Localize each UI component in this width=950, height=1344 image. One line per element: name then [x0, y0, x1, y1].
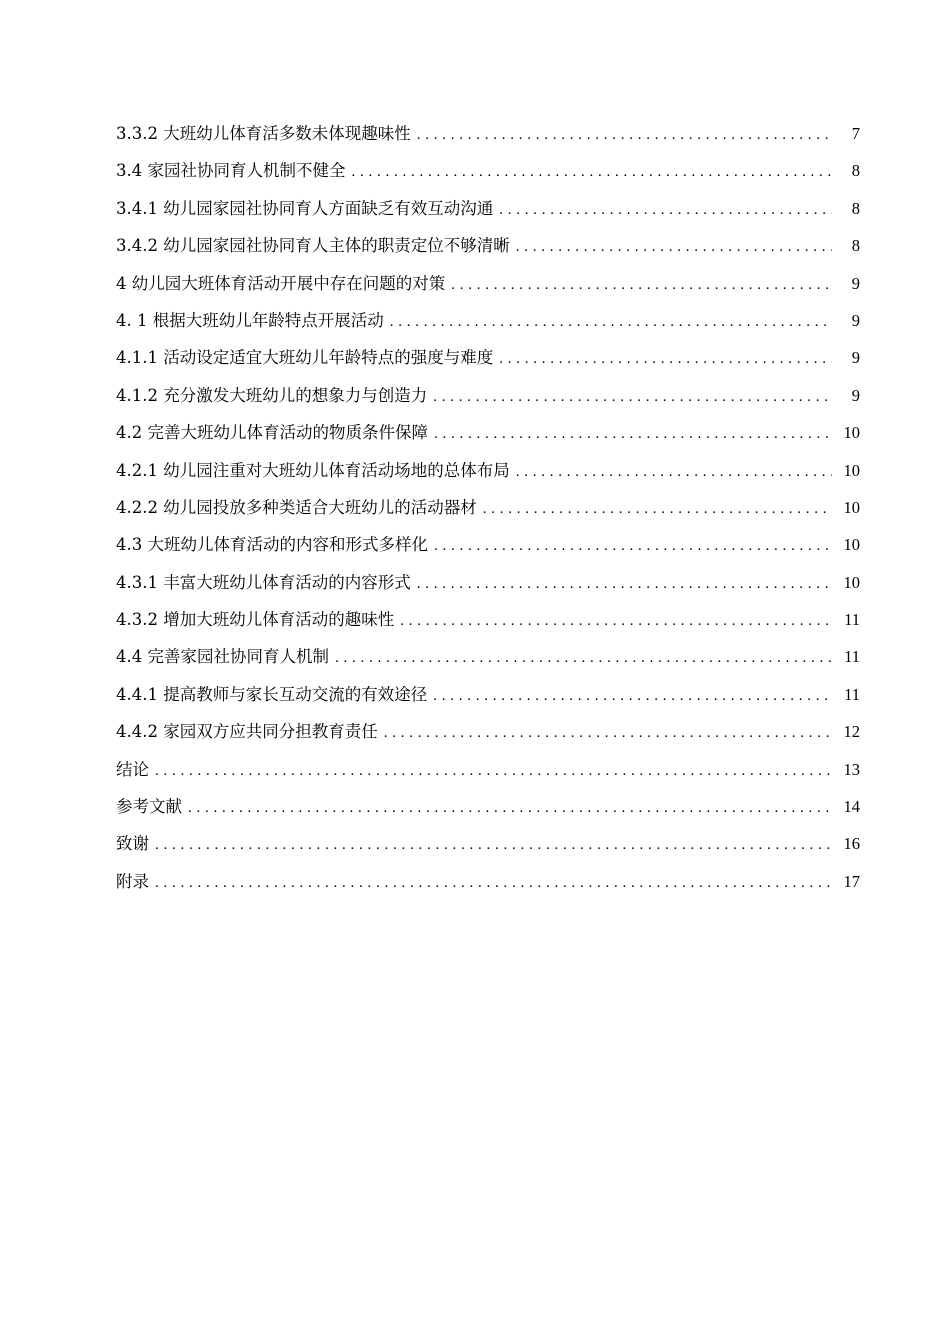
- toc-entry[interactable]: [116, 863, 860, 900]
- toc-entry[interactable]: [116, 452, 860, 489]
- toc-entry-title: 4.3.2 增加大班幼儿体育活动的趣味性: [116, 610, 395, 630]
- toc-dot-leader: [155, 753, 832, 790]
- toc-dot-leader: [499, 341, 832, 378]
- toc-entry-title: 4.4.1 提高教师与家长互动交流的有效途径: [116, 684, 428, 704]
- toc-entry[interactable]: [116, 825, 860, 862]
- toc-dot-leader: [417, 117, 832, 154]
- toc-entry[interactable]: [116, 638, 860, 675]
- toc-entry[interactable]: [116, 377, 860, 414]
- toc-entry-page: 10: [843, 535, 860, 555]
- toc-entry[interactable]: [116, 265, 860, 302]
- toc-entry-page: 10: [843, 497, 860, 517]
- toc-entry[interactable]: [116, 564, 860, 601]
- toc-dot-leader: [188, 790, 832, 827]
- toc-entry-page: 11: [844, 610, 860, 630]
- toc-dot-leader: [434, 528, 832, 565]
- toc-entry-title: 4. 1 根据大班幼儿年龄特点开展活动: [116, 310, 384, 330]
- toc-entry[interactable]: [116, 676, 860, 713]
- toc-entry-page: 9: [851, 348, 860, 368]
- toc-entry-page: 10: [843, 572, 860, 592]
- toc-entry-title: 4.3 大班幼儿体育活动的内容和形式多样化: [116, 535, 428, 555]
- toc-entry-title: 4 幼儿园大班体育活动开展中存在问题的对策: [116, 273, 446, 293]
- toc-entry[interactable]: [116, 152, 860, 189]
- toc-entry-title: 4.4 完善家园社协同育人机制: [116, 647, 329, 667]
- toc-dot-leader: [155, 827, 832, 864]
- toc-dot-leader: [516, 229, 832, 266]
- toc-entry[interactable]: [116, 601, 860, 638]
- toc-entry-page: 17: [843, 871, 860, 891]
- toc-entry-title: 结论: [116, 759, 149, 779]
- toc-dot-leader: [417, 566, 832, 603]
- toc-dot-leader: [155, 865, 832, 902]
- toc-dot-leader: [483, 491, 832, 528]
- toc-entry-page: 11: [844, 647, 860, 667]
- toc-entry-title: 4.3.1 丰富大班幼儿体育活动的内容形式: [116, 572, 411, 592]
- toc-dot-leader: [499, 192, 832, 229]
- toc-entry-title: 4.2 完善大班幼儿体育活动的物质条件保障: [116, 423, 428, 443]
- toc-entry[interactable]: [116, 713, 860, 750]
- toc-dot-leader: [384, 715, 832, 752]
- toc-dot-leader: [433, 379, 832, 416]
- toc-entry[interactable]: [116, 489, 860, 526]
- toc-entry[interactable]: [116, 751, 860, 788]
- toc-entry-page: 9: [851, 310, 860, 330]
- toc-entry-title: 3.4 家园社协同育人机制不健全: [116, 161, 346, 181]
- toc-entry-title: 4.1.1 活动设定适宜大班幼儿年龄特点的强度与难度: [116, 348, 494, 368]
- toc-entry-title: 3.4.1 幼儿园家园社协同育人方面缺乏有效互动沟通: [116, 198, 494, 218]
- toc-entry[interactable]: [116, 526, 860, 563]
- toc-dot-leader: [516, 454, 832, 491]
- toc-dot-leader: [390, 304, 832, 341]
- toc-entry-title: 4.2.1 幼儿园注重对大班幼儿体育活动场地的总体布局: [116, 460, 510, 480]
- toc-entry[interactable]: [116, 115, 860, 152]
- toc-entry-page: 8: [851, 198, 860, 218]
- toc-entry-title: 附录: [116, 871, 149, 891]
- toc-entry-page: 12: [843, 722, 860, 742]
- table-of-contents: [116, 115, 860, 900]
- toc-entry-title: 4.1.2 充分激发大班幼儿的想象力与创造力: [116, 385, 428, 405]
- toc-entry-page: 16: [843, 834, 860, 854]
- toc-entry-page: 10: [843, 423, 860, 443]
- toc-dot-leader: [335, 640, 832, 677]
- toc-entry[interactable]: [116, 190, 860, 227]
- toc-entry-title: 参考文献: [116, 797, 182, 817]
- toc-entry-title: 4.4.2 家园双方应共同分担教育责任: [116, 722, 378, 742]
- toc-entry-title: 致谢: [116, 834, 149, 854]
- toc-dot-leader: [400, 603, 832, 640]
- toc-entry[interactable]: [116, 302, 860, 339]
- toc-entry-page: 8: [851, 236, 860, 256]
- toc-entry-page: 9: [851, 385, 860, 405]
- toc-dot-leader: [352, 154, 833, 191]
- toc-entry-page: 14: [843, 797, 860, 817]
- toc-entry[interactable]: [116, 227, 860, 264]
- toc-entry-title: 4.2.2 幼儿园投放多种类适合大班幼儿的活动器材: [116, 497, 477, 517]
- toc-entry-page: 7: [851, 124, 860, 143]
- toc-entry-page: 9: [851, 273, 860, 293]
- toc-entry-page: 10: [843, 460, 860, 480]
- toc-dot-leader: [433, 678, 832, 715]
- toc-entry-page: 8: [851, 161, 860, 181]
- toc-entry[interactable]: [116, 414, 860, 451]
- toc-entry-title: 3.3.2 大班幼儿体育活多数未体现趣味性: [116, 124, 411, 143]
- toc-dot-leader: [434, 416, 832, 453]
- toc-entry-title: 3.4.2 幼儿园家园社协同育人主体的职责定位不够清晰: [116, 236, 510, 256]
- toc-entry[interactable]: [116, 339, 860, 376]
- toc-entry[interactable]: [116, 788, 860, 825]
- toc-dot-leader: [451, 267, 832, 304]
- toc-entry-page: 13: [843, 759, 860, 779]
- toc-entry-page: 11: [844, 684, 860, 704]
